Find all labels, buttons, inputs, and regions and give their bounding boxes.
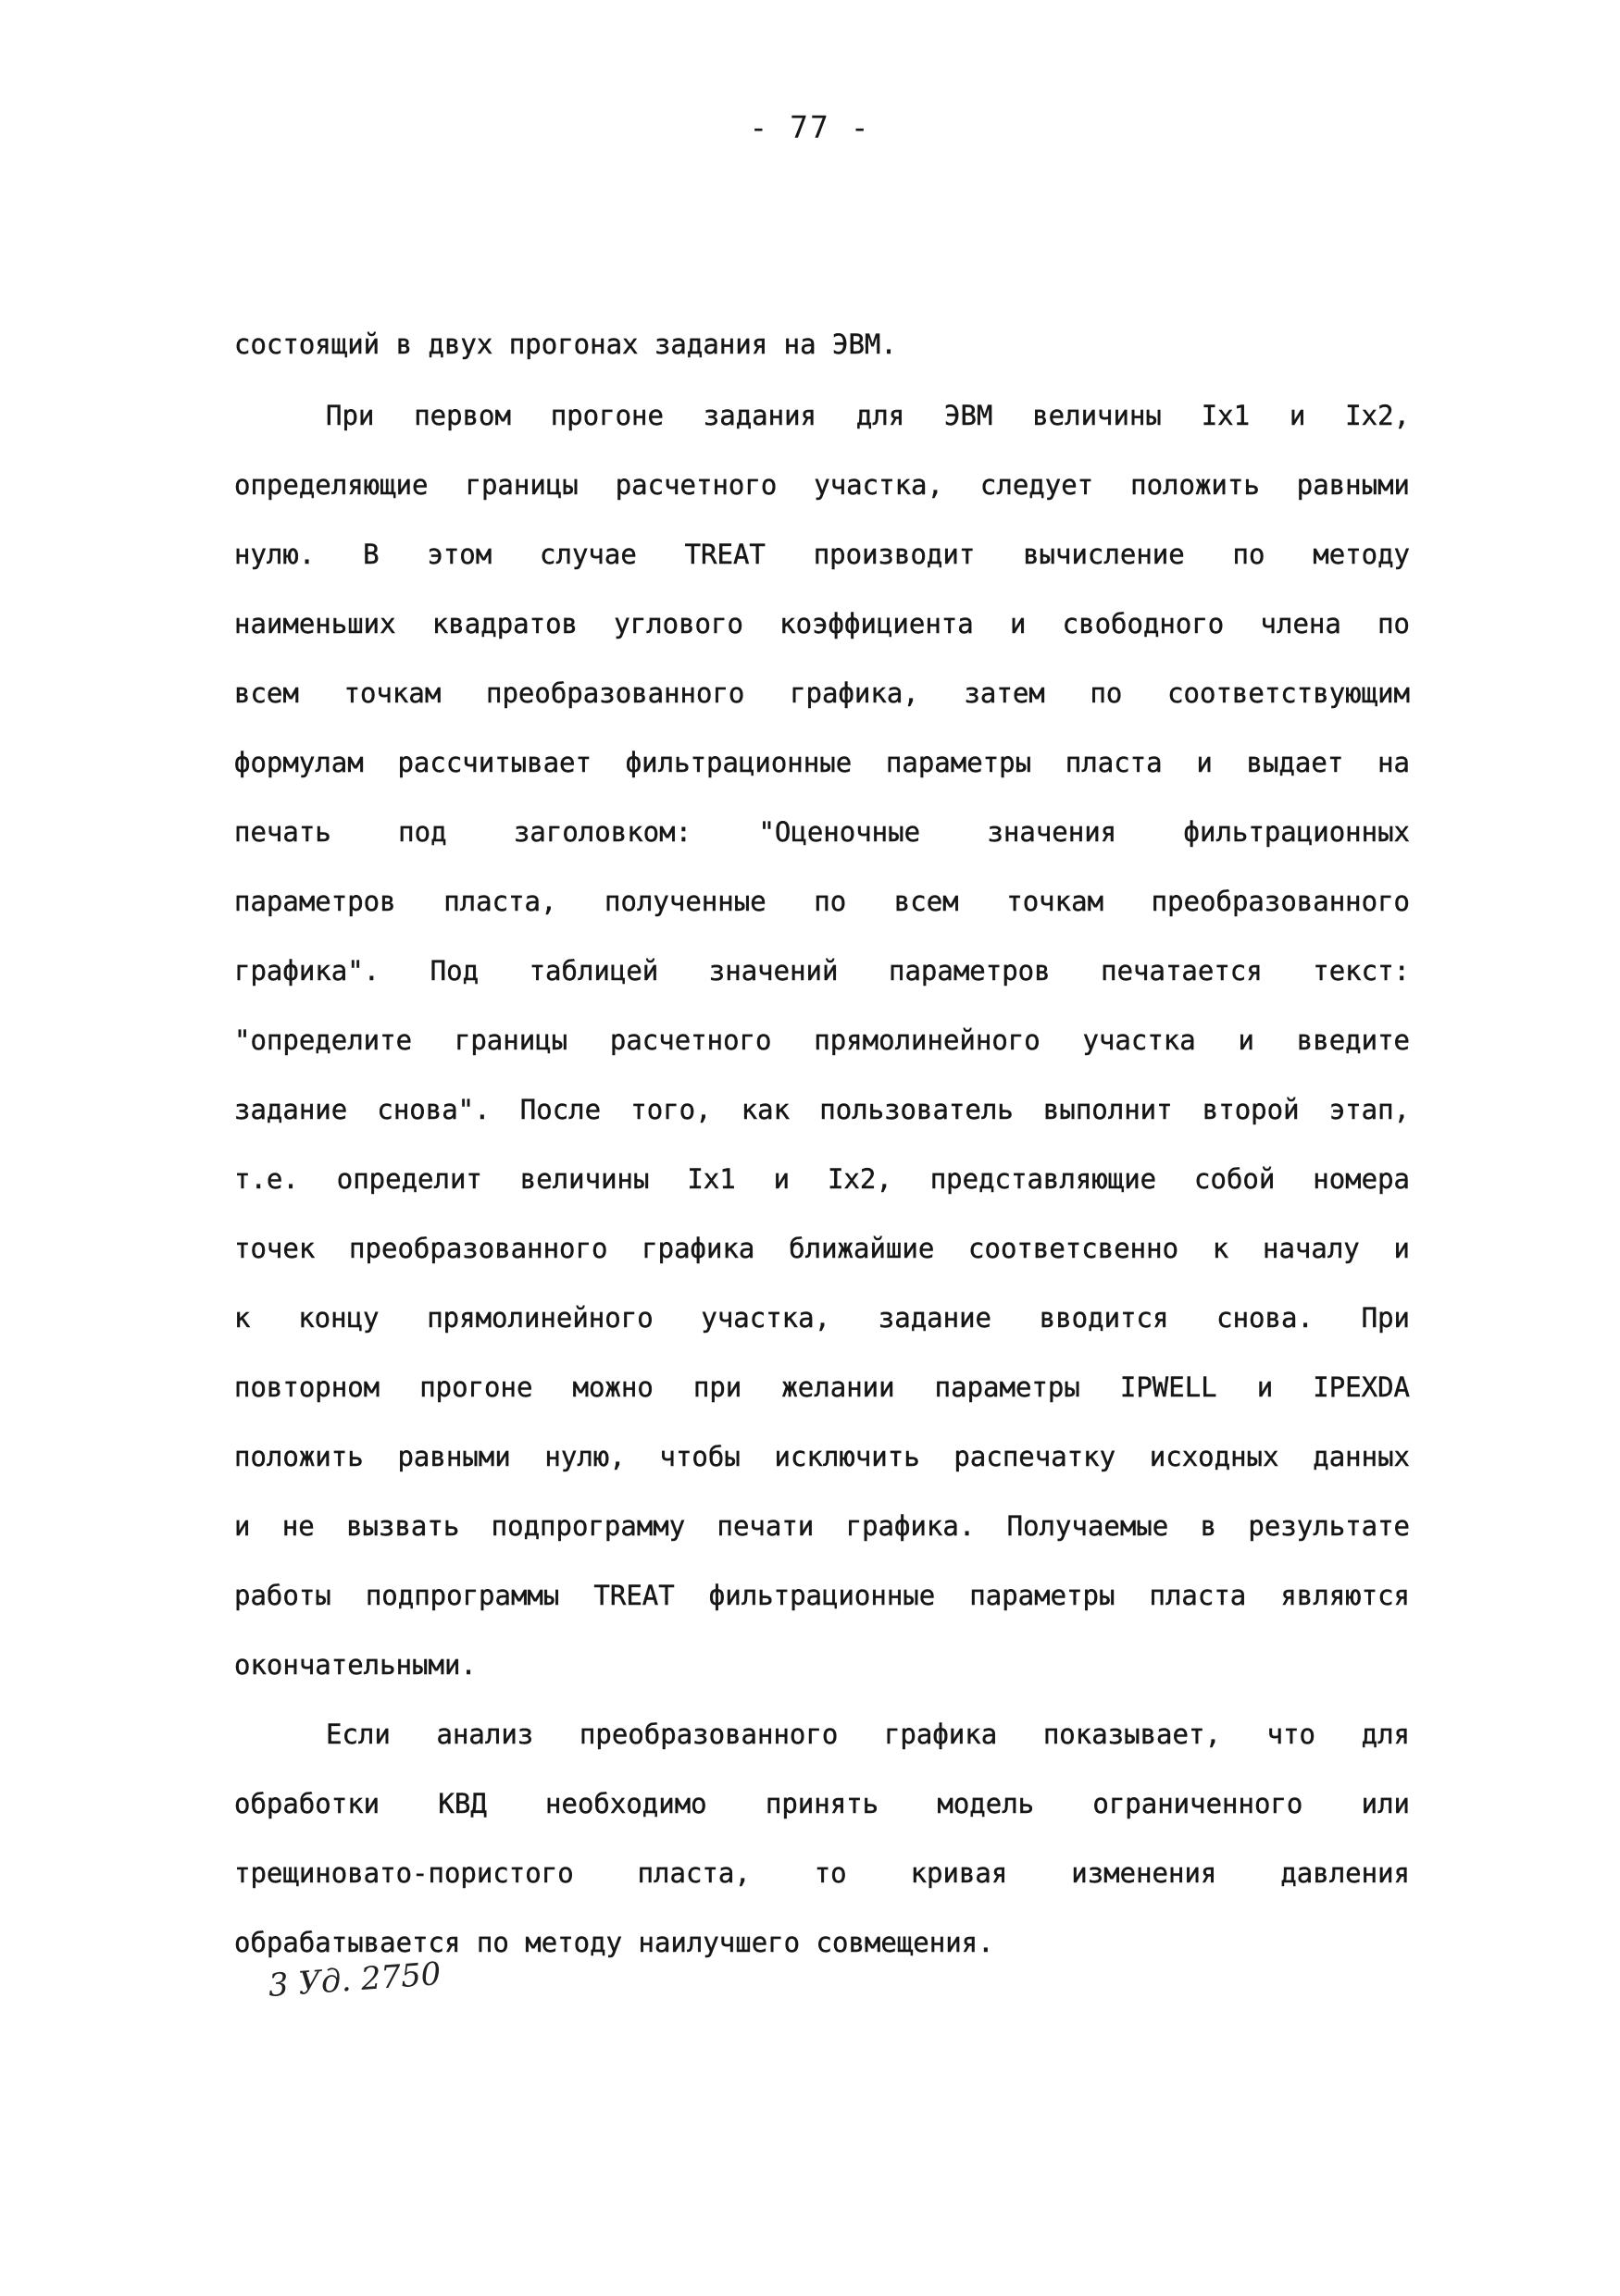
text-line: обрабатывается по методу наилучшего совмещения. — [234, 1927, 994, 1958]
text-line: формулам рассчитывает фильтрационные параметры пласта и выдает на — [234, 747, 1410, 778]
text-line: наименьших квадратов углового коэффициента и свободного члена по — [234, 608, 1410, 639]
text-line: повторном прогоне можно при желании параметры IPWELL и IPEXDA — [234, 1371, 1410, 1403]
page-number: - 77 - — [749, 109, 871, 145]
text-line: работы подпрограммы TREAT фильтрационные параметры пласта являются — [234, 1580, 1410, 1611]
text-line: трещиновато-пористого пласта, то кривая изменения давления — [234, 1857, 1410, 1889]
handwritten-note: 3 Уд. 2750 — [267, 1955, 442, 2004]
text-line: нулю. В этом случае TREAT производит вычисление по методу — [234, 539, 1410, 570]
text-line: к концу прямолинейного участка, задание вводится снова. При — [234, 1302, 1410, 1334]
text-line: всем точкам преобразованного графика, затем по соответствующим — [234, 677, 1410, 709]
text-line: определяющие границы расчетного участка, следует положить равными — [234, 469, 1410, 501]
text-line: При первом прогоне задания для ЭВМ величины Ix1 и Ix2, — [326, 400, 1410, 431]
text-line: т.е. определит величины Ix1 и Ix2, представляющие собой номера — [234, 1163, 1410, 1195]
text-line: Если анализ преобразованного графика показывает, что для — [326, 1719, 1410, 1750]
text-line: и не вызвать подпрограмму печати графика. Получаемые в результате — [234, 1510, 1410, 1542]
text-line: обработки КВД необходимо принять модель ограниченного или — [234, 1788, 1410, 1819]
text-line: параметров пласта, полученные по всем точкам преобразованного — [234, 886, 1410, 917]
text-line: точек преобразованного графика ближайшие соответсвенно к началу и — [234, 1233, 1410, 1264]
text-line: задание снова". После того, как пользователь выполнит второй этап, — [234, 1094, 1410, 1125]
text-line: "определите границы расчетного прямолинейного участка и введите — [234, 1024, 1410, 1056]
text-line: состоящий в двух прогонах задания на ЭВМ. — [234, 329, 897, 360]
text-line: положить равными нулю, чтобы исключить распечатку исходных данных — [234, 1441, 1410, 1472]
text-line: графика". Под таблицей значений параметров печатается текст: — [234, 955, 1410, 987]
text-line: печать под заголовком: "Оценочные значения фильтрационных — [234, 816, 1410, 848]
text-line: окончательными. — [234, 1649, 477, 1681]
